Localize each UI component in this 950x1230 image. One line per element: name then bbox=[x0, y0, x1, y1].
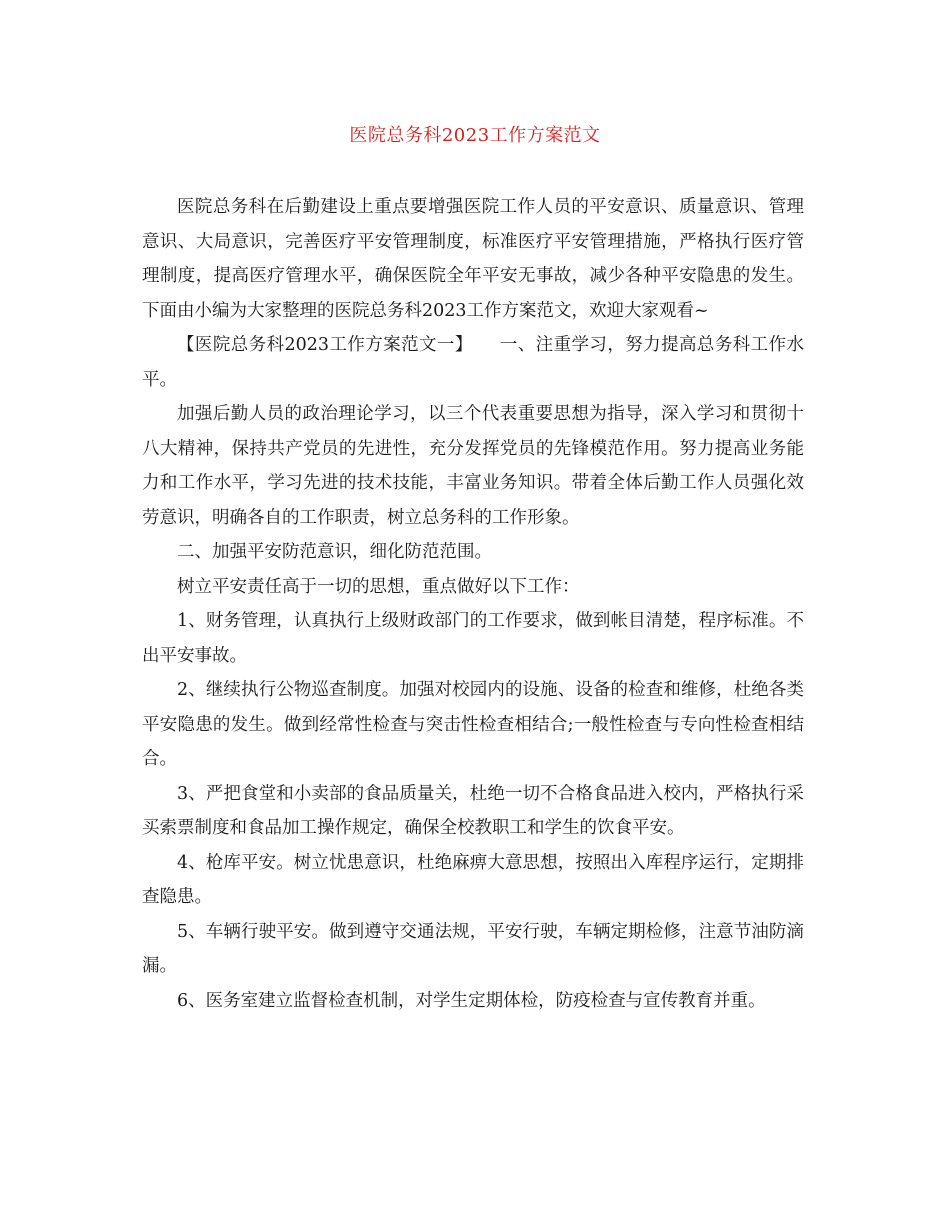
paragraph-item-2: 2、继续执行公物巡查制度。加强对校园内的设施、设备的检查和维修，杜绝各类平安隐患的发生。做到经常性检查与突击性检查相结合;一般性检查与专向性检查相结合。 bbox=[142, 680, 804, 769]
paragraph-safety-priority: 树立平安责任高于一切的思想，重点做好以下工作： bbox=[177, 576, 580, 597]
paragraph-study: 加强后勤人员的政治理论学习，以三个代表重要思想为指导，深入学习和贯彻十八大精神，保持共产党员的先进性，充分发挥党员的先锋模范作用。努力提高业务能力和工作水平，学习先进的技术技能，丰富业务知识。带着全体后勤工作人员强化效劳意识，明确各自的工作职责，树立总务科的工作形象。 bbox=[142, 404, 804, 528]
paragraph-section-one-heading: 【医院总务科2023工作方案范文一】 一、注重学习，努力提高总务科工作水平。 bbox=[142, 335, 804, 390]
document-title: 医院总务科2023工作方案范文 bbox=[349, 125, 601, 146]
paragraph-item-3: 3、严把食堂和小卖部的食品质量关，杜绝一切不合格食品进入校内，严格执行采买索票制度和食品加工操作规定，确保全校教职工和学生的饮食平安。 bbox=[142, 783, 804, 838]
paragraph-item-1: 1、财务管理，认真执行上级财政部门的工作要求，做到帐目清楚，程序标准。不出平安事故。 bbox=[142, 611, 804, 666]
paragraph-section-two-heading: 二、加强平安防范意识，细化防范范围。 bbox=[177, 542, 492, 562]
paragraph-item-4: 4、枪库平安。树立忧患意识，杜绝麻痹大意思想，按照出入库程序运行，定期排查隐患。 bbox=[142, 852, 804, 907]
paragraph-intro: 医院总务科在后勤建设上重点要增强医院工作人员的平安意识、质量意识、管理意识、大局意识，完善医疗平安管理制度，标准医疗平安管理措施，严格执行医疗管理制度，提高医疗管理水平，确保医院全年平安无事故，减少各种平安隐患的发生。下面由小编为大家整理的医院总务科2023工作方案范文，欢迎大家观看~ bbox=[142, 197, 804, 321]
paragraph-item-6: 6、医务室建立监督检查机制，对学生定期体检，防疫检查与宣传教育并重。 bbox=[177, 990, 766, 1011]
paragraph-item-5: 5、车辆行驶平安。做到遵守交通法规，平安行驶，车辆定期检修，注意节油防滴漏。 bbox=[142, 921, 804, 976]
document-body bbox=[142, 190, 804, 1018]
